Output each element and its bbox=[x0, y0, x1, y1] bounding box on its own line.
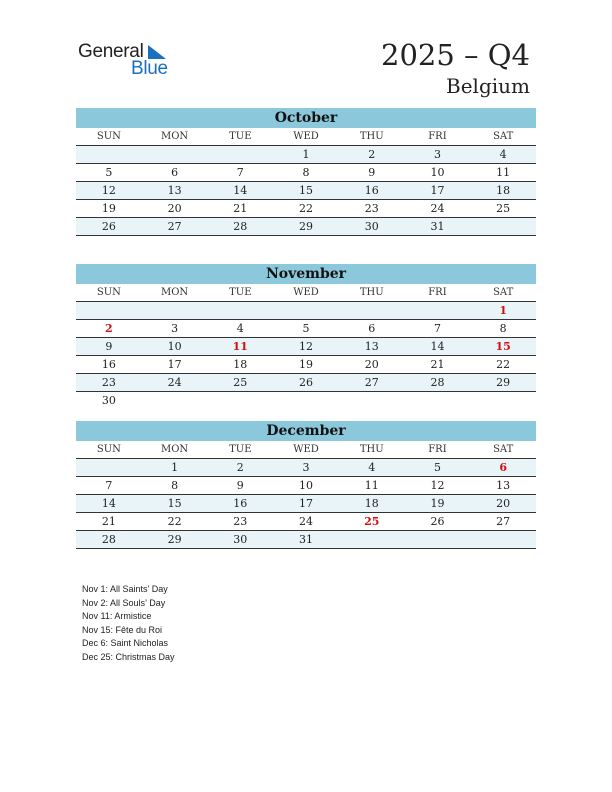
weekday-label: SAT bbox=[493, 444, 514, 455]
day-cell: 28 bbox=[233, 220, 248, 233]
weekday-label: FRI bbox=[428, 287, 447, 298]
day-cell: 4 bbox=[368, 461, 376, 474]
day-cell: 17 bbox=[299, 497, 314, 510]
day-cell: 25 bbox=[233, 376, 248, 389]
month-december bbox=[76, 421, 536, 549]
month-title: December bbox=[76, 421, 536, 441]
weekday-header-row bbox=[76, 284, 536, 302]
day-cell: 23 bbox=[364, 202, 379, 215]
day-cell: 11 bbox=[364, 479, 379, 492]
day-cell bbox=[470, 392, 536, 409]
day-cell: 25 bbox=[496, 202, 511, 215]
weekday-label: SUN bbox=[96, 287, 121, 298]
day-cell: 21 bbox=[233, 202, 248, 215]
holiday-note: Nov 11: Armistice bbox=[82, 611, 152, 622]
day-cell bbox=[207, 302, 273, 319]
day-cell: 18 bbox=[496, 184, 511, 197]
day-cell: 7 bbox=[433, 322, 441, 335]
week-row bbox=[76, 218, 536, 236]
holiday-date: 6 bbox=[499, 461, 507, 474]
weekday-label: TUE bbox=[229, 444, 252, 455]
week-row bbox=[76, 182, 536, 200]
day-cell bbox=[339, 531, 405, 548]
day-cell: 31 bbox=[299, 533, 314, 546]
holiday-date: 25 bbox=[364, 515, 380, 528]
weekday-label: THU bbox=[359, 444, 384, 455]
holiday-date: 2 bbox=[105, 322, 113, 335]
weekday-label: FRI bbox=[428, 131, 447, 142]
weekday-label: SAT bbox=[493, 287, 514, 298]
weekday-header-row bbox=[76, 441, 536, 459]
holiday-note: Nov 1: All Saints’ Day bbox=[82, 584, 168, 594]
day-cell bbox=[207, 392, 273, 409]
weekday-label: MON bbox=[160, 131, 189, 142]
day-cell bbox=[405, 531, 471, 548]
day-cell: 8 bbox=[171, 479, 179, 492]
day-cell bbox=[273, 302, 339, 319]
day-cell: 22 bbox=[496, 358, 511, 371]
week-row bbox=[76, 320, 536, 338]
weekday-label: SUN bbox=[96, 131, 121, 142]
day-cell: 7 bbox=[236, 166, 244, 179]
day-cell: 17 bbox=[430, 184, 445, 197]
day-cell bbox=[142, 302, 208, 319]
holiday-note: Nov 15: Fête du Roi bbox=[82, 624, 163, 635]
day-cell: 12 bbox=[101, 184, 116, 197]
logo-text-blue: Blue bbox=[131, 58, 168, 79]
day-cell: 26 bbox=[299, 376, 314, 389]
holiday-list bbox=[82, 583, 175, 665]
weekday-label: MON bbox=[160, 287, 189, 298]
day-cell: 9 bbox=[368, 166, 376, 179]
day-cell: 24 bbox=[299, 515, 314, 528]
day-cell: 5 bbox=[302, 322, 310, 335]
holiday-note: Dec 25: Christmas Day bbox=[82, 651, 175, 662]
day-cell: 10 bbox=[430, 166, 445, 179]
weekday-label: WED bbox=[293, 131, 319, 142]
day-cell: 22 bbox=[167, 515, 182, 528]
day-cell bbox=[470, 218, 536, 235]
week-row bbox=[76, 338, 536, 356]
day-cell: 16 bbox=[233, 497, 248, 510]
day-cell: 1 bbox=[171, 461, 179, 474]
day-cell: 28 bbox=[101, 533, 116, 546]
day-cell: 24 bbox=[167, 376, 182, 389]
month-title: October bbox=[76, 108, 536, 128]
week-row bbox=[76, 392, 536, 409]
week-row bbox=[76, 374, 536, 392]
day-cell: 9 bbox=[105, 340, 113, 353]
day-cell bbox=[76, 302, 142, 319]
day-cell: 17 bbox=[167, 358, 182, 371]
day-cell bbox=[76, 146, 142, 163]
day-cell: 29 bbox=[496, 376, 511, 389]
month-november bbox=[76, 264, 536, 409]
month-october bbox=[76, 108, 536, 236]
day-cell: 8 bbox=[302, 166, 310, 179]
day-cell: 19 bbox=[430, 497, 445, 510]
day-cell: 10 bbox=[299, 479, 314, 492]
logo-text-general: General bbox=[78, 41, 144, 62]
day-cell: 16 bbox=[364, 184, 379, 197]
weekday-label: TUE bbox=[229, 287, 252, 298]
day-cell bbox=[76, 459, 142, 476]
day-cell: 20 bbox=[167, 202, 182, 215]
week-row bbox=[76, 477, 536, 495]
week-row bbox=[76, 459, 536, 477]
day-cell: 27 bbox=[167, 220, 182, 233]
week-row bbox=[76, 356, 536, 374]
day-cell: 13 bbox=[167, 184, 182, 197]
day-cell: 18 bbox=[233, 358, 248, 371]
day-cell bbox=[405, 302, 471, 319]
day-cell bbox=[470, 531, 536, 548]
weekday-label: FRI bbox=[428, 444, 447, 455]
day-cell: 6 bbox=[368, 322, 376, 335]
page-title: 2025 – Q4 bbox=[381, 38, 530, 72]
day-cell: 16 bbox=[101, 358, 116, 371]
day-cell: 13 bbox=[496, 479, 511, 492]
holiday-date: 11 bbox=[232, 340, 248, 353]
day-cell: 9 bbox=[236, 479, 244, 492]
weekday-label: SAT bbox=[493, 131, 514, 142]
week-row bbox=[76, 164, 536, 182]
day-cell: 18 bbox=[364, 497, 379, 510]
day-cell: 30 bbox=[364, 220, 379, 233]
day-cell: 31 bbox=[430, 220, 445, 233]
day-cell: 29 bbox=[299, 220, 314, 233]
day-cell bbox=[273, 392, 339, 409]
holiday-date: 15 bbox=[495, 340, 511, 353]
day-cell: 13 bbox=[364, 340, 379, 353]
weekday-label: THU bbox=[359, 287, 384, 298]
week-row bbox=[76, 513, 536, 531]
day-cell: 5 bbox=[105, 166, 113, 179]
day-cell: 27 bbox=[364, 376, 379, 389]
day-cell bbox=[339, 302, 405, 319]
day-cell: 26 bbox=[101, 220, 116, 233]
day-cell bbox=[207, 146, 273, 163]
day-cell: 5 bbox=[433, 461, 441, 474]
day-cell: 14 bbox=[101, 497, 116, 510]
day-cell: 30 bbox=[233, 533, 248, 546]
day-cell: 3 bbox=[171, 322, 179, 335]
holiday-note: Nov 2: All Souls’ Day bbox=[82, 597, 166, 608]
weekday-label: MON bbox=[160, 444, 189, 455]
day-cell: 19 bbox=[101, 202, 116, 215]
day-cell: 23 bbox=[233, 515, 248, 528]
day-cell: 14 bbox=[430, 340, 445, 353]
day-cell: 20 bbox=[496, 497, 511, 510]
day-cell: 15 bbox=[299, 184, 314, 197]
day-cell: 29 bbox=[167, 533, 182, 546]
day-cell bbox=[142, 146, 208, 163]
weekday-label: THU bbox=[359, 131, 384, 142]
week-row bbox=[76, 146, 536, 164]
day-cell: 23 bbox=[101, 376, 116, 389]
generalblue-logo bbox=[78, 41, 178, 81]
week-row bbox=[76, 531, 536, 549]
day-cell: 21 bbox=[101, 515, 116, 528]
day-cell: 11 bbox=[496, 166, 511, 179]
day-cell: 2 bbox=[236, 461, 244, 474]
day-cell: 24 bbox=[430, 202, 445, 215]
day-cell: 2 bbox=[368, 148, 376, 161]
day-cell: 3 bbox=[302, 461, 310, 474]
day-cell: 15 bbox=[167, 497, 182, 510]
day-cell: 21 bbox=[430, 358, 445, 371]
day-cell: 19 bbox=[299, 358, 314, 371]
day-cell: 26 bbox=[430, 515, 445, 528]
day-cell bbox=[142, 392, 208, 409]
day-cell: 4 bbox=[236, 322, 244, 335]
week-row bbox=[76, 302, 536, 320]
day-cell: 20 bbox=[364, 358, 379, 371]
day-cell: 7 bbox=[105, 479, 113, 492]
weekday-label: WED bbox=[293, 287, 319, 298]
week-row bbox=[76, 495, 536, 513]
day-cell bbox=[339, 392, 405, 409]
month-title: November bbox=[76, 264, 536, 284]
weekday-header-row bbox=[76, 128, 536, 146]
holiday-date: 1 bbox=[499, 304, 507, 317]
day-cell: 12 bbox=[430, 479, 445, 492]
week-row bbox=[76, 200, 536, 218]
weekday-label: SUN bbox=[96, 444, 121, 455]
day-cell: 6 bbox=[171, 166, 179, 179]
day-cell: 3 bbox=[433, 148, 441, 161]
day-cell: 12 bbox=[299, 340, 314, 353]
country-name: Belgium bbox=[446, 74, 530, 98]
holiday-note: Dec 6: Saint Nicholas bbox=[82, 638, 169, 649]
weekday-label: TUE bbox=[229, 131, 252, 142]
day-cell: 14 bbox=[233, 184, 248, 197]
day-cell: 8 bbox=[499, 322, 507, 335]
day-cell: 30 bbox=[101, 394, 116, 407]
day-cell: 28 bbox=[430, 376, 445, 389]
day-cell: 10 bbox=[167, 340, 182, 353]
day-cell bbox=[405, 392, 471, 409]
day-cell: 27 bbox=[496, 515, 511, 528]
day-cell: 1 bbox=[302, 148, 310, 161]
day-cell: 22 bbox=[299, 202, 314, 215]
day-cell: 4 bbox=[499, 148, 507, 161]
weekday-label: WED bbox=[293, 444, 319, 455]
